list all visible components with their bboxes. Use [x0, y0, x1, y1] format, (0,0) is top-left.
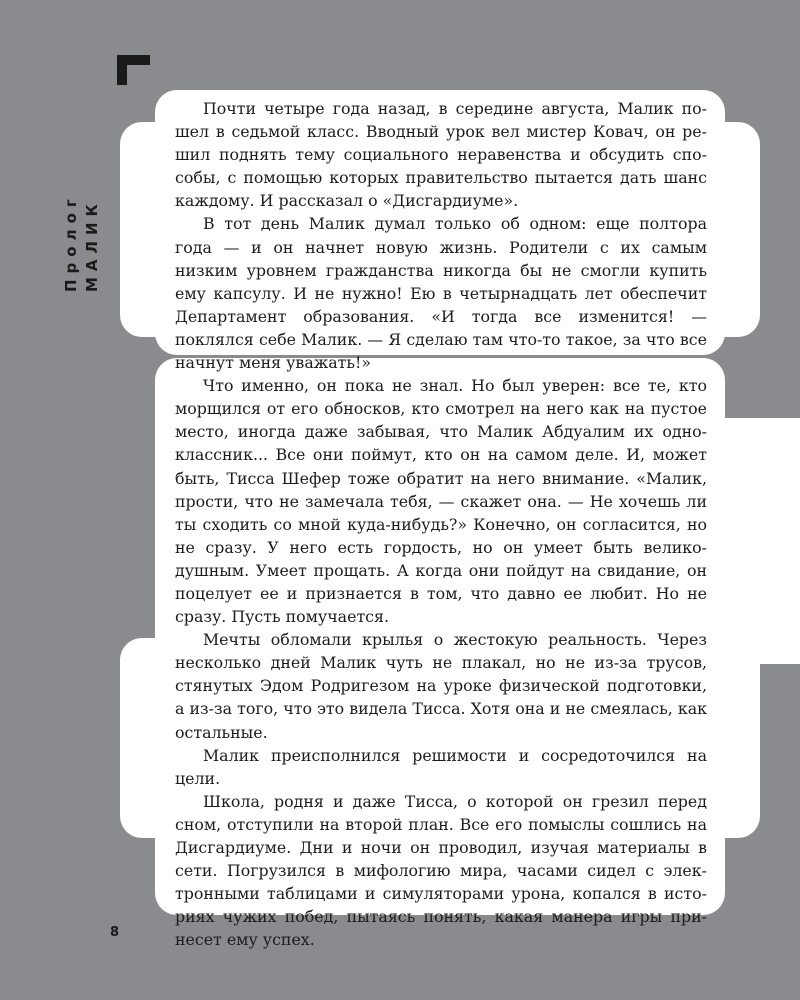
paragraph: Малик преисполнился решимости и сосредоточился на цели. [175, 745, 707, 788]
chapter-label: МАЛИК [83, 198, 101, 292]
page-number: 8 [110, 925, 120, 940]
paragraph: Почти четыре года назад, в середине августа, Малик пошел в седьмой класс. Вводный урок вел мистер Ковач, он решил поднять тему социального неравенства и обсудить способы, с помощью которых правительство пытается дать шанс каждому. И рассказал о «Дисгардиуме». [175, 99, 707, 211]
section-label: Пролог [62, 193, 80, 292]
body-text [175, 97, 707, 951]
paragraph: Мечты обломали крылья о жестокую реальность. Через несколько дней Малик чуть не плакал, но не из-за трусов, стянутых Эдом Родригезом на уроке физической подготовки, а из-за того, что это видела Тисса. Хотя она и не смеялась, как остальные. [175, 630, 707, 742]
paragraph: Школа, родня и даже Тисса, о которой он грезил перед сном, отступили на второй план. Все его помыслы сошлись на Дисгардиуме. Дни и ночи он проводил, изучая материалы в сети. Погрузился в мифологию мира, часами сидел с электронными таблицами и симуляторами урона, копался в историях чужих побед, пытаясь понять, какая манера игры принесет ему успех. [175, 791, 707, 950]
paragraph: Что именно, он пока не знал. Но был уверен: все те, кто морщился от его обносков, кто смотрел на него как на пустое место, иногда даже забывая, что Малик Абдуалим их одноклассник... Все они поймут, кто он на самом деле. И, может быть, Тисса Шефер тоже обратит на него внимание. «Малик, прости, что не замечала тебя, — скажет она. — Не хочешь ли ты сходить со мной куда-нибудь?» Конечно, он согласится, но не сразу. У него есть гордость, но он умеет быть великодушным. Умеет прощать. А когда они пойдут на свидание, он поцелует ее и признается в том, что давно ее любит. Но не сразу. Пусть помучается. [175, 376, 707, 627]
corner-mark [117, 55, 150, 85]
paragraph: В тот день Малик думал только об одном: еще полтора года — и он начнет новую жизнь. Родители с их самым низким уровнем гражданства никогда бы не смогли купить ему капсулу. И не нужно! Ею в четырнадцать лет обеспечит Департамент образования. «И тогда все изменится! — поклялся себе Малик. — Я сделаю там что-то такое, за что все начнут меня уважать!» [175, 214, 707, 373]
running-header [62, 193, 101, 292]
